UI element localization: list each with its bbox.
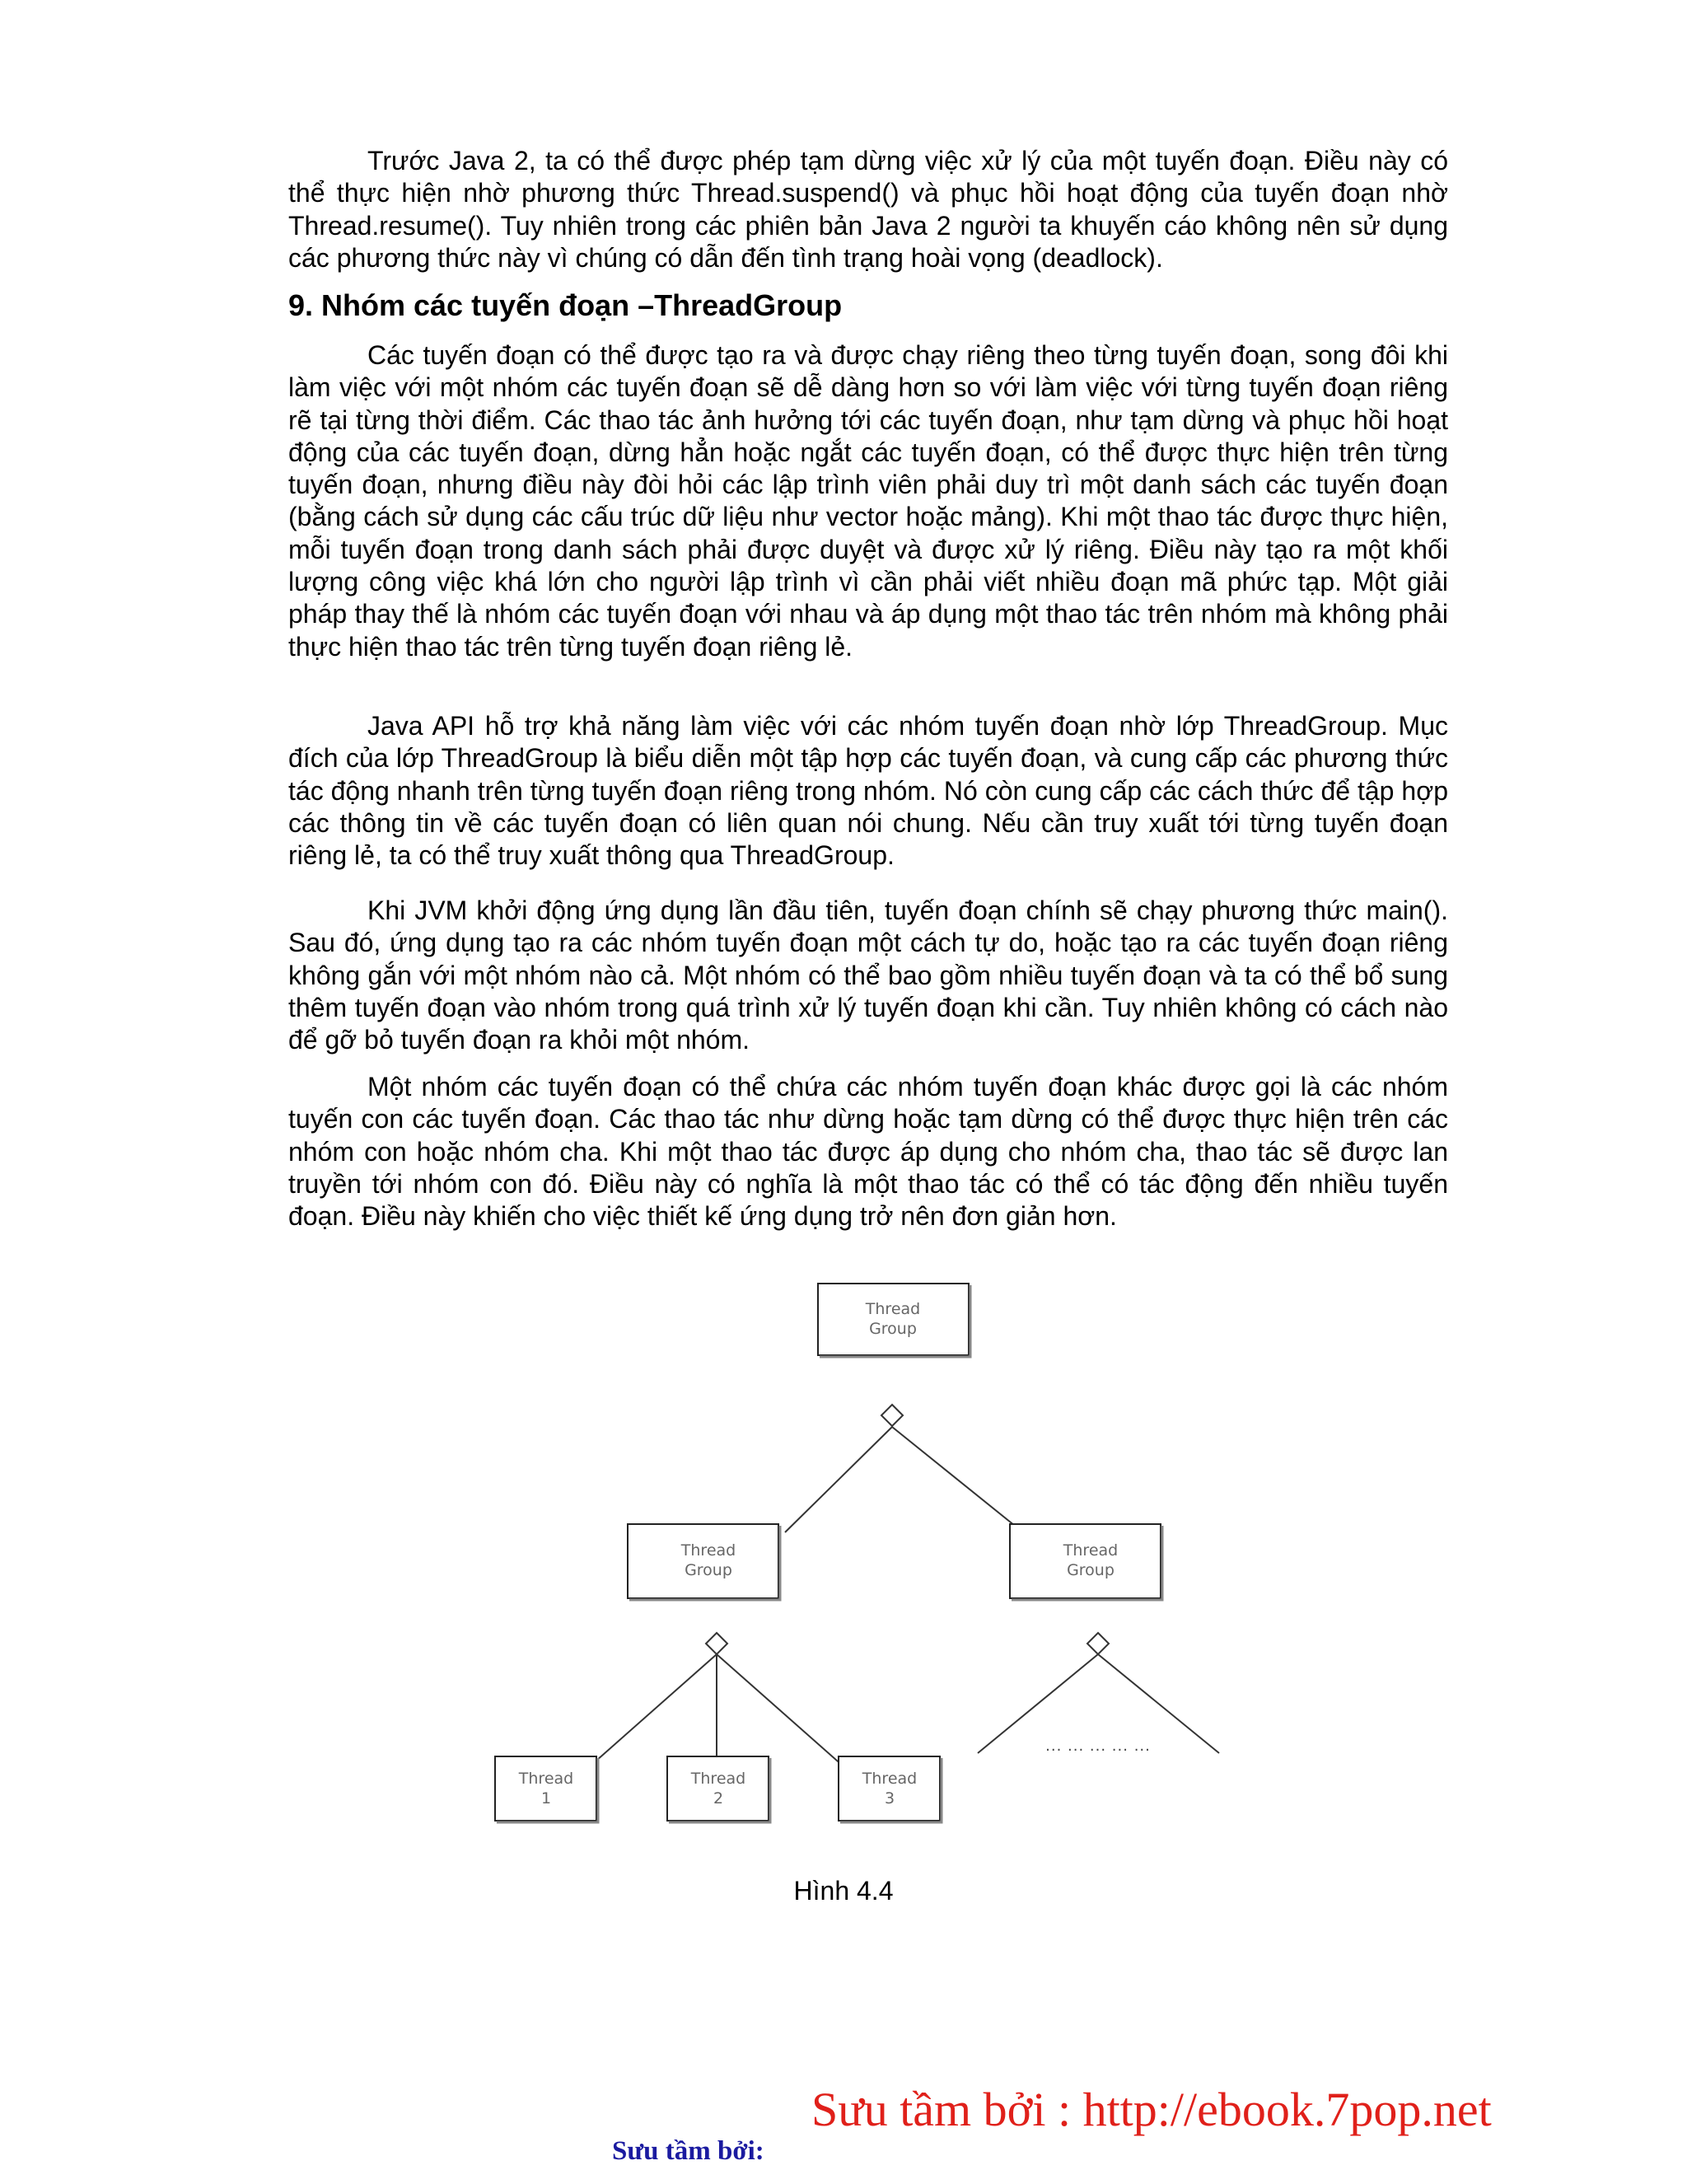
paragraph-text: Một nhóm các tuyến đoạn có thể chứa các nhóm tuyến đoạn khác được gọi là các nhóm tuyến con các tuyến đoạn. Các thao tác như dừng hoặc tạm dừng có thể được thực hiện trên các nhóm con hoặc nhóm cha. Khi một thao tác được áp dụng cho nhóm cha, thao tác sẽ được lan truyền tới nhóm con đó. Điều này có nghĩa là một thao tác có thể có tác động đến nhiều tuyến đoạn. Điều này khiến cho việc thiết kế ứng dụng trở nên đơn giản hơn. xyxy=(288,1072,1448,1232)
connector-line xyxy=(589,1654,717,1767)
aggregation-diamond xyxy=(881,1405,903,1426)
aggregation-diamond xyxy=(1087,1633,1109,1654)
thread2-label-line2: 2 xyxy=(713,1789,724,1808)
connector-line xyxy=(892,1427,1023,1532)
thread2-label-line1: Thread xyxy=(690,1770,746,1788)
thread1-label-line2: 1 xyxy=(540,1789,552,1808)
paragraph-text: Các tuyến đoạn có thể được tạo ra và được chạy riêng theo từng tuyến đoạn, song đôi khi làm việc với một nhóm các tuyến đoạn sẽ dễ dàng hơn so với làm việc với từng tuyến đoạn riêng rẽ tại từng thời điểm. Các thao tác ảnh hưởng tới các tuyến đoạn, như tạm dừng và phục hồi hoạt động của các tuyến đoạn, dừng hẳn hoặc ngắt các tuyến đoạn, có thể được thực hiện trên từng tuyến đoạn, nhưng điều này đòi hỏi các lập trình viên phải duy trì một danh sách các tuyến đoạn (bằng cách sử dụng các cấu trúc dữ liệu như vector hoặc mảng). Khi một thao tác được thực hiện, mỗi tuyến đoạn trong danh sách phải được duyệt và được xử lý riêng. Điều này tạo ra một khối lượng công việc khá lớn cho người lập trình vì cần phải viết nhiều đoạn mã phức tạp. Một giải pháp thay thế là nhóm các tuyến đoạn với nhau và áp dụng một thao tác trên nhóm mà không phải thực hiện thao tác trên từng tuyến đoạn riêng lẻ. xyxy=(288,340,1448,662)
threadgroup-tree-diagram xyxy=(490,1281,1231,1841)
source-watermark: Sưu tầm bởi : http://ebook.7pop.net xyxy=(811,2083,1492,2136)
section-heading: 9. Nhóm các tuyến đoạn –ThreadGroup xyxy=(288,288,843,322)
paragraph-5 xyxy=(288,1071,1448,1232)
paragraph-1 xyxy=(288,145,1448,274)
right-group-label-line1: Thread xyxy=(1063,1541,1119,1560)
thread-1-box xyxy=(495,1756,596,1821)
thread3-label-line2: 3 xyxy=(884,1789,895,1808)
aggregation-diamond xyxy=(706,1633,727,1654)
right-group-label-line2: Group xyxy=(1067,1561,1115,1579)
connector-line xyxy=(785,1427,892,1532)
connector-line xyxy=(717,1654,844,1767)
paragraph-2 xyxy=(288,339,1448,663)
paragraph-text: Trước Java 2, ta có thể được phép tạm dừng việc xử lý của một tuyến đoạn. Điều này có thể thực hiện nhờ phương thức Thread.suspend() và phục hồi hoạt động của tuyến đoạn nhờ Thread.resume(). Tuy nhiên trong các phiên bản Java 2 người ta khuyến cáo không nên sử dụng các phương thức này vì chúng có dẫn đến tình trạng hoài vọng (deadlock). xyxy=(288,146,1448,273)
thread1-label-line1: Thread xyxy=(518,1770,574,1788)
root-label-line1: Thread xyxy=(865,1300,921,1318)
left-group-label-line2: Group xyxy=(685,1561,732,1579)
thread3-label-line1: Thread xyxy=(862,1770,918,1788)
paragraph-3 xyxy=(288,710,1448,872)
thread-3-box xyxy=(839,1756,940,1821)
figure-caption: Hình 4.4 xyxy=(793,1876,894,1906)
thread-2-box xyxy=(667,1756,769,1821)
left-group-label-line1: Thread xyxy=(680,1541,736,1560)
root-label-line2: Group xyxy=(869,1320,917,1338)
paragraph-text: Khi JVM khởi động ứng dụng lần đầu tiên, tuyến đoạn chính sẽ chạy phương thức main(). Sau đó, ứng dụng tạo ra các nhóm tuyến đoạn một cách tự do, hoặc tạo ra các tuyến đoạn riêng không gắn với một nhóm nào cả. Một nhóm có thể bao gồm nhiều tuyến đoạn và ta có thể bổ sung thêm tuyến đoạn vào nhóm trong quá trình xử lý tuyến đoạn khi cần. Tuy nhiên không có cách nào để gỡ bỏ tuyến đoạn ra khỏi một nhóm. xyxy=(288,896,1448,1055)
footer-credit: Sưu tầm bởi: xyxy=(612,2136,764,2166)
paragraph-text: Java API hỗ trợ khả năng làm việc với các nhóm tuyến đoạn nhờ lớp ThreadGroup. Mục đích của lớp ThreadGroup là biểu diễn một tập hợp các tuyến đoạn, và cung cấp các phương thức tác động nhanh trên từng tuyến đoạn riêng trong nhóm. Nó còn cung cấp các cách thức để tập hợp các thông tin về các tuyến đoạn có liên quan nói chung. Nếu cần truy xuất tới từng tuyến đoạn riêng lẻ, ta có thể truy xuất thông qua ThreadGroup. xyxy=(288,711,1448,871)
ellipsis-more-threads: ... ... ... ... ... xyxy=(1045,1737,1151,1755)
paragraph-4 xyxy=(288,895,1448,1056)
